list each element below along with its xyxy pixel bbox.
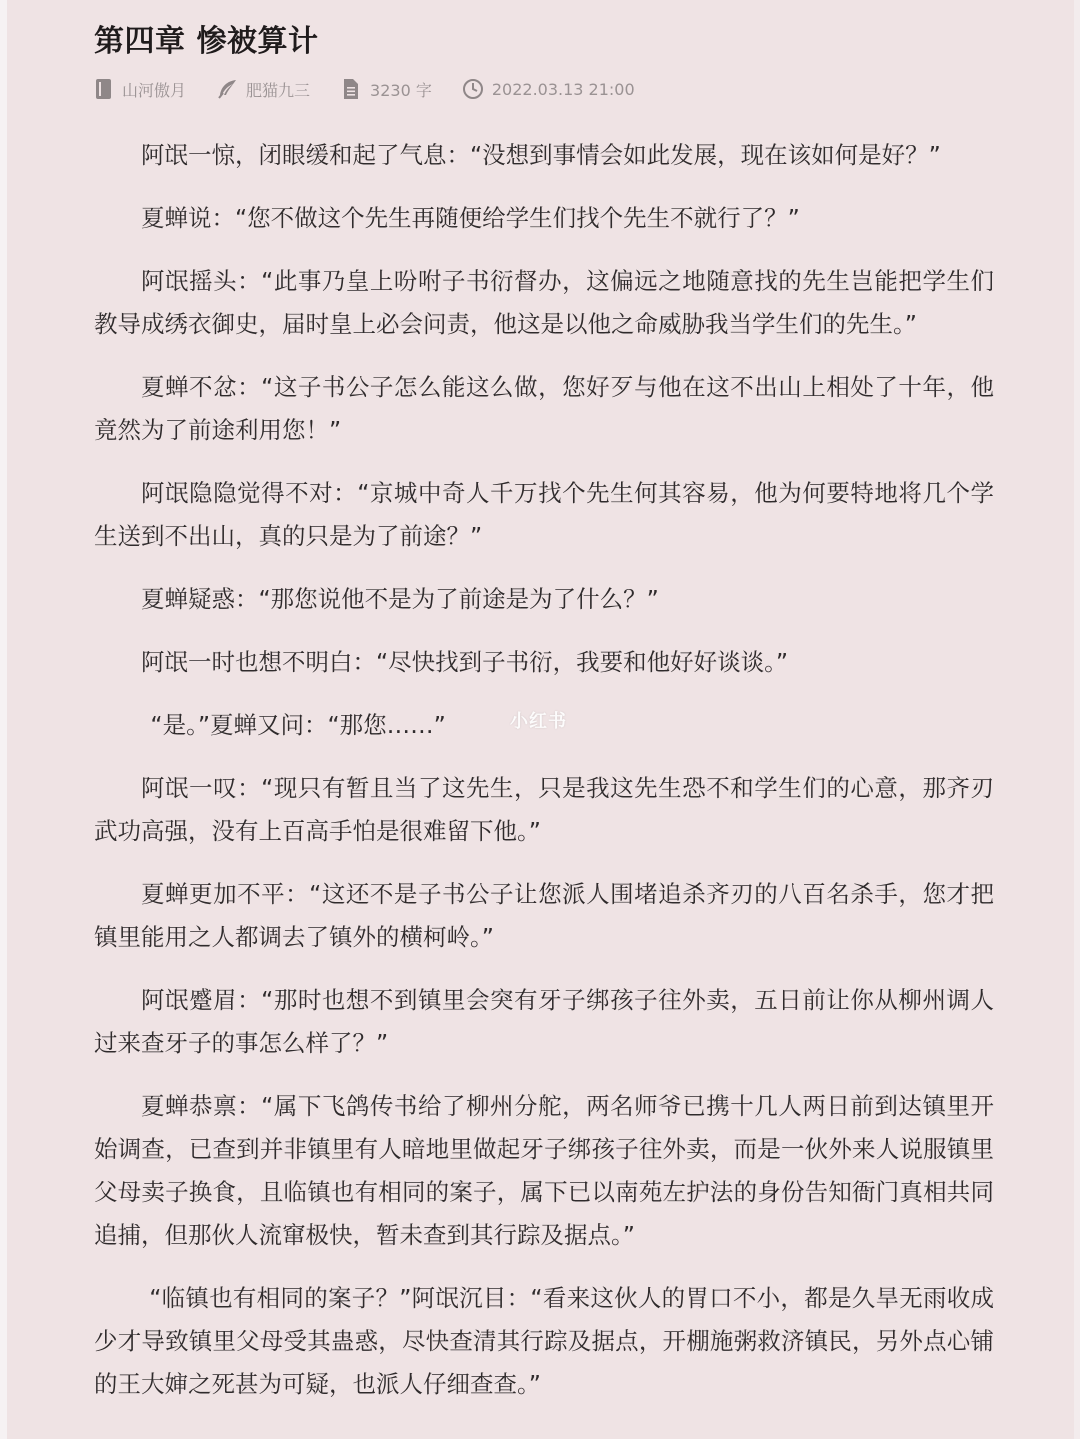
meta-datetime	[462, 78, 635, 100]
meta-book[interactable]	[94, 78, 186, 101]
clock-icon	[462, 78, 484, 100]
paragraph: 夏蝉更加不平：“这还不是子书公子让您派人围堵追杀齐刃的八百名杀手，您才把镇里能用之人都调去了镇外的横柯岭。”	[94, 880, 994, 951]
paragraph: 阿氓一叹：“现只有暂且当了这先生，只是我这先生恐不和学生们的心意，那齐刃武功高强，没有上百高手怕是很难留下他。”	[94, 774, 994, 845]
paragraph: 夏蝉恭禀：“属下飞鸽传书给了柳州分舵，两名师爷已携十几人两日前到达镇里开始调查，已查到并非镇里有人暗地里做起牙子绑孩子往外卖，而是一伙外来人说服镇里父母卖子换食，且临镇也有相同的案子，属下已以南苑左护法的身份告知衙门真相共同追捕，但那伙人流窜极快，暂未查到其行踪及据点。”	[94, 1092, 994, 1249]
paragraph: 阿氓摇头：“此事乃皇上吩咐子书衍督办，这偏远之地随意找的先生岂能把学生们教导成绣衣御史，届时皇上必会问责，他这是以他之命威胁我当学生们的先生。”	[94, 267, 994, 338]
paragraph: 夏蝉不忿：“这子书公子怎么能这么做，您好歹与他在这不出山上相处了十年，他竟然为了前途利用您！”	[94, 373, 994, 444]
meta-word-count	[340, 78, 432, 101]
paragraph: 阿氓蹙眉：“那时也想不到镇里会突有牙子绑孩子往外卖，五日前让你从柳州调人过来查牙子的事怎么样了？”	[94, 986, 994, 1057]
chapter-title: 第四章 惨被算计	[94, 24, 319, 59]
chapter-body	[94, 134, 994, 1406]
meta-bar	[94, 66, 994, 112]
word-count: 3230 字	[370, 80, 432, 100]
paragraph: 阿氓隐隐觉得不对：“京城中奇人千万找个先生何其容易，他为何要特地将几个学生送到不出山，真的只是为了前途？”	[94, 479, 994, 550]
left-page-edge	[0, 0, 7, 1439]
book-name: 山河傲月	[122, 80, 187, 100]
publish-datetime: 2022.03.13 21:00	[491, 79, 635, 99]
paragraph: 阿氓一时也想不明白：“尽快找到子书衍，我要和他好好谈谈。”	[141, 648, 789, 676]
meta-author[interactable]	[216, 78, 310, 101]
book-icon	[94, 78, 114, 100]
paragraph: 夏蝉说：“您不做这个先生再随便给学生们找个先生不就行了？”	[141, 204, 800, 232]
xiaohongshu-watermark: 小红书	[510, 711, 567, 732]
author-name: 肥猫九三	[246, 80, 311, 100]
feather-pen-icon	[216, 78, 238, 100]
paragraph: “是。”夏蝉又问：“那您……”	[150, 711, 446, 739]
right-page-edge	[1074, 0, 1080, 1439]
paragraph: 阿氓一惊，闭眼缓和起了气息：“没想到事情会如此发展，现在该如何是好？”	[141, 141, 941, 169]
document-icon	[340, 78, 362, 100]
paragraph: “临镇也有相同的案子？”阿氓沉目：“看来这伙人的胃口不小，都是久旱无雨收成少才导致镇里父母受其蛊惑，尽快查清其行踪及据点，开棚施粥救济镇民，另外点心铺的王大婶之死甚为可疑，也派人仔细查查。”	[94, 1284, 994, 1398]
paragraph: 夏蝉疑惑：“那您说他不是为了前途是为了什么？”	[141, 585, 659, 613]
